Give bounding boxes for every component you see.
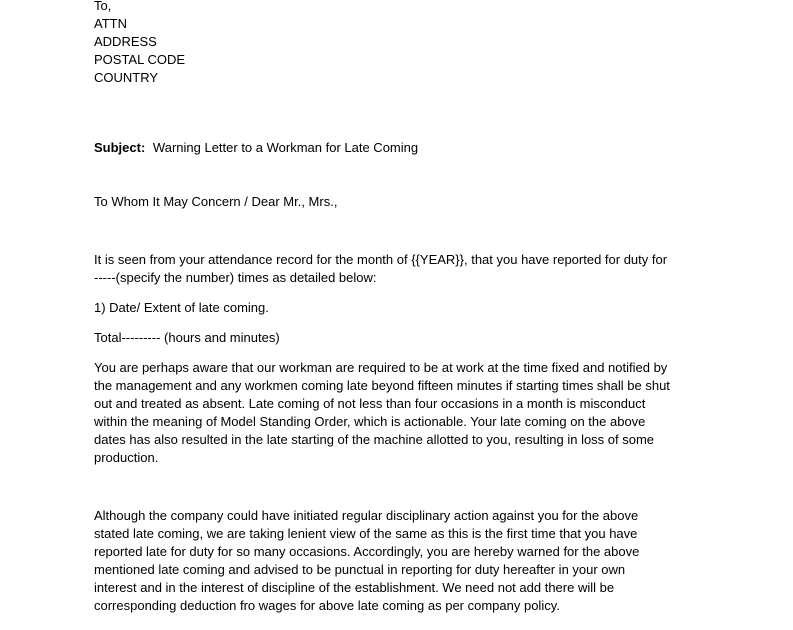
subject-text: Warning Letter to a Workman for Late Coming	[152, 140, 419, 155]
paragraph-line: reported late for duty for so many occasions. Accordingly, you are hereby warned for the above	[94, 543, 640, 559]
paragraph-line: -----(specify the number) times as detailed below:	[94, 270, 377, 285]
recipient-address-block	[94, 0, 704, 87]
letter-page	[94, 0, 704, 615]
paragraph-date-extent: 1) Date/ Extent of late coming.	[94, 300, 269, 315]
paragraph-line: dates has also resulted in the late starting of the machine allotted to you, resulting in loss of some	[94, 431, 655, 447]
paragraph-line: production.	[94, 449, 159, 465]
address-line: ADDRESS	[94, 34, 157, 49]
address-postal-code: POSTAL CODE	[94, 52, 186, 67]
paragraph-total: Total--------- (hours and minutes)	[94, 330, 280, 346]
paragraph-line: out and treated as absent. Late coming of not less than four occasions in a month is misconduct	[94, 395, 646, 411]
paragraph-line: mentioned late coming and advised to be punctual in reporting for duty hereafter in your own	[94, 561, 626, 577]
paragraph-policy	[94, 359, 704, 467]
paragraph-line: It is seen from your attendance record for the month of {{YEAR}}, that you have reported for duty for	[94, 252, 668, 267]
paragraph-line: the management and any workmen coming late beyond fifteen minutes if starting times shall be shut	[94, 377, 670, 393]
address-country: COUNTRY	[94, 70, 159, 85]
paragraph-line: stated late coming, we are taking lenient view of the same as this is the first time that you have	[94, 525, 638, 541]
salutation: To Whom It May Concern / Dear Mr., Mrs.,	[94, 194, 338, 209]
address-attn: ATTN	[94, 16, 127, 31]
subject-line	[94, 139, 704, 157]
paragraph-line: within the meaning of Model Standing Order, which is actionable. Your late coming on the above	[94, 413, 646, 429]
paragraph-line: You are perhaps aware that our workman are required to be at work at the time fixed and notified by	[94, 359, 668, 375]
paragraph-line: interest and in the interest of discipline of the establishment. We need not add there will be	[94, 579, 615, 595]
subject-label: Subject:	[94, 140, 146, 155]
address-to: To,	[94, 0, 112, 13]
paragraph-line: Although the company could have initiated regular disciplinary action against you for the above	[94, 507, 639, 523]
paragraph-line: corresponding deduction fro wages for above late coming as per company policy.	[94, 597, 560, 613]
paragraph-attendance	[94, 251, 704, 287]
paragraph-warning	[94, 507, 704, 615]
